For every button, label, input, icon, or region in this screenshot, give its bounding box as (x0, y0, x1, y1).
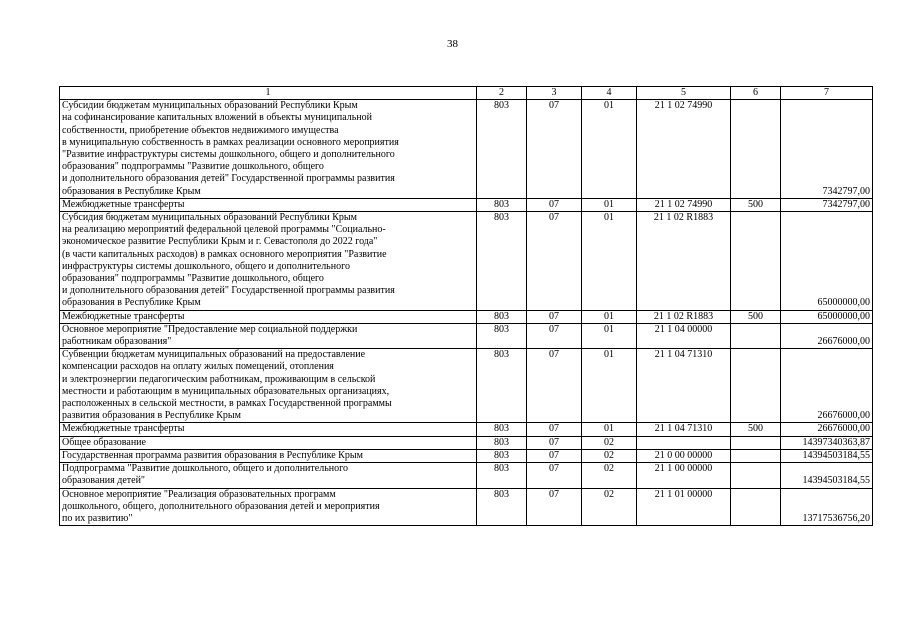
ministry-code-cell: 803 (477, 212, 527, 311)
target-article-cell: 21 1 04 71310 (637, 349, 731, 423)
section-code-cell: 07 (527, 423, 582, 436)
expense-type-cell (731, 100, 781, 199)
ministry-code-cell: 803 (477, 323, 527, 348)
table-row (60, 349, 873, 423)
ministry-code-cell: 803 (477, 436, 527, 449)
item-name-cell: Подпрограмма "Развитие дошкольного, общего и дополнительного образования детей" (60, 463, 477, 488)
section-code-cell: 07 (527, 212, 582, 311)
amount-cell: 26676000,00 (781, 323, 873, 348)
item-name-cell: Межбюджетные трансферты (60, 423, 477, 436)
item-name-cell: Межбюджетные трансферты (60, 310, 477, 323)
subsection-code-cell: 02 (582, 488, 637, 526)
ministry-code-cell: 803 (477, 463, 527, 488)
table-row (60, 212, 873, 311)
target-article-cell: 21 1 04 71310 (637, 423, 731, 436)
target-article-cell: 21 1 01 00000 (637, 488, 731, 526)
subsection-code-cell: 01 (582, 310, 637, 323)
subsection-code-cell: 01 (582, 212, 637, 311)
amount-cell: 7342797,00 (781, 198, 873, 211)
amount-cell: 65000000,00 (781, 310, 873, 323)
expense-type-cell (731, 323, 781, 348)
ministry-code-cell: 803 (477, 488, 527, 526)
item-name-cell: Основное мероприятие "Реализация образовательных программ дошкольного, общего, дополнительного образования детей и мероприятия по их развитию" (60, 488, 477, 526)
column-header: 4 (582, 87, 637, 100)
target-article-cell: 21 1 02 74990 (637, 198, 731, 211)
item-name-cell: Субсидии бюджетам муниципальных образований Республики Крым на софинансирование капитальных вложений в объекты муниципальной собственности, приобретение объектов недвижимого имущества в муниципальную собственность в рамках реализации основного мероприятия "Развитие инфраструктуры системы дошкольного, общего и дополнительного образования" подпрограммы "Развитие дошкольного, общего и дополнительного образования детей" Государственной программы развития образования в Республике Крым (60, 100, 477, 199)
target-article-cell: 21 1 04 00000 (637, 323, 731, 348)
section-code-cell: 07 (527, 488, 582, 526)
subsection-code-cell: 01 (582, 423, 637, 436)
amount-cell: 26676000,00 (781, 423, 873, 436)
amount-cell: 26676000,00 (781, 349, 873, 423)
item-name-cell: Государственная программа развития образования в Республике Крым (60, 449, 477, 462)
table-row (60, 463, 873, 488)
target-article-cell: 21 1 02 74990 (637, 100, 731, 199)
expense-type-cell: 500 (731, 198, 781, 211)
item-name-cell: Субсидия бюджетам муниципальных образований Республики Крым на реализацию мероприятий федеральной целевой программы "Социально- экономическое развитие Республики Крым и г. Севастополя до 2022 года" (в части капитальных расходов) в рамках основного мероприятия "Развитие инфраструктуры системы дошкольного, общего и дополнительного образования" подпрограммы "Развитие дошкольного, общего и дополнительного образования детей" Государственной программы развития образования в Республике Крым (60, 212, 477, 311)
subsection-code-cell: 02 (582, 463, 637, 488)
amount-cell: 65000000,00 (781, 212, 873, 311)
section-code-cell: 07 (527, 310, 582, 323)
ministry-code-cell: 803 (477, 423, 527, 436)
table-row (60, 423, 873, 436)
subsection-code-cell: 01 (582, 323, 637, 348)
table-row (60, 100, 873, 199)
column-header: 3 (527, 87, 582, 100)
expense-type-cell (731, 436, 781, 449)
column-header: 6 (731, 87, 781, 100)
header-row (60, 87, 873, 100)
table-row (60, 310, 873, 323)
section-code-cell: 07 (527, 463, 582, 488)
table-row (60, 488, 873, 526)
subsection-code-cell: 02 (582, 436, 637, 449)
table-row (60, 436, 873, 449)
section-code-cell: 07 (527, 198, 582, 211)
ministry-code-cell: 803 (477, 349, 527, 423)
subsection-code-cell: 02 (582, 449, 637, 462)
expense-type-cell: 500 (731, 423, 781, 436)
table-row (60, 323, 873, 348)
amount-cell: 14394503184,55 (781, 463, 873, 488)
target-article-cell: 21 1 00 00000 (637, 463, 731, 488)
table-row (60, 449, 873, 462)
section-code-cell: 07 (527, 449, 582, 462)
item-name-cell: Основное мероприятие "Предоставление мер социальной поддержки работникам образования" (60, 323, 477, 348)
amount-cell: 13717536756,20 (781, 488, 873, 526)
column-header: 2 (477, 87, 527, 100)
item-name-cell: Субвенции бюджетам муниципальных образований на предоставление компенсации расходов на оплату жилых помещений, отопления и электроэнергии педагогическим работникам, проживающим в сельской местности и работающим в муниципальных образовательных организациях, расположенных в сельской местности, в рамках Государственной программы развития образования в Республике Крым (60, 349, 477, 423)
section-code-cell: 07 (527, 100, 582, 199)
expense-type-cell (731, 349, 781, 423)
ministry-code-cell: 803 (477, 198, 527, 211)
section-code-cell: 07 (527, 436, 582, 449)
amount-cell: 14394503184,55 (781, 449, 873, 462)
budget-table (59, 86, 873, 526)
expense-type-cell (731, 488, 781, 526)
table-body (60, 100, 873, 526)
item-name-cell: Межбюджетные трансферты (60, 198, 477, 211)
expense-type-cell (731, 463, 781, 488)
target-article-cell: 21 1 02 R1883 (637, 310, 731, 323)
expense-type-cell (731, 212, 781, 311)
amount-cell: 7342797,00 (781, 100, 873, 199)
column-header: 7 (781, 87, 873, 100)
section-code-cell: 07 (527, 323, 582, 348)
ministry-code-cell: 803 (477, 100, 527, 199)
column-header: 5 (637, 87, 731, 100)
target-article-cell: 21 0 00 00000 (637, 449, 731, 462)
section-code-cell: 07 (527, 349, 582, 423)
ministry-code-cell: 803 (477, 449, 527, 462)
ministry-code-cell: 803 (477, 310, 527, 323)
item-name-cell: Общее образование (60, 436, 477, 449)
page-number: 38 (447, 38, 458, 50)
expense-type-cell: 500 (731, 310, 781, 323)
target-article-cell: 21 1 02 R1883 (637, 212, 731, 311)
subsection-code-cell: 01 (582, 198, 637, 211)
table-row (60, 198, 873, 211)
amount-cell: 14397340363,87 (781, 436, 873, 449)
expense-type-cell (731, 449, 781, 462)
subsection-code-cell: 01 (582, 100, 637, 199)
column-header: 1 (60, 87, 477, 100)
target-article-cell (637, 436, 731, 449)
subsection-code-cell: 01 (582, 349, 637, 423)
